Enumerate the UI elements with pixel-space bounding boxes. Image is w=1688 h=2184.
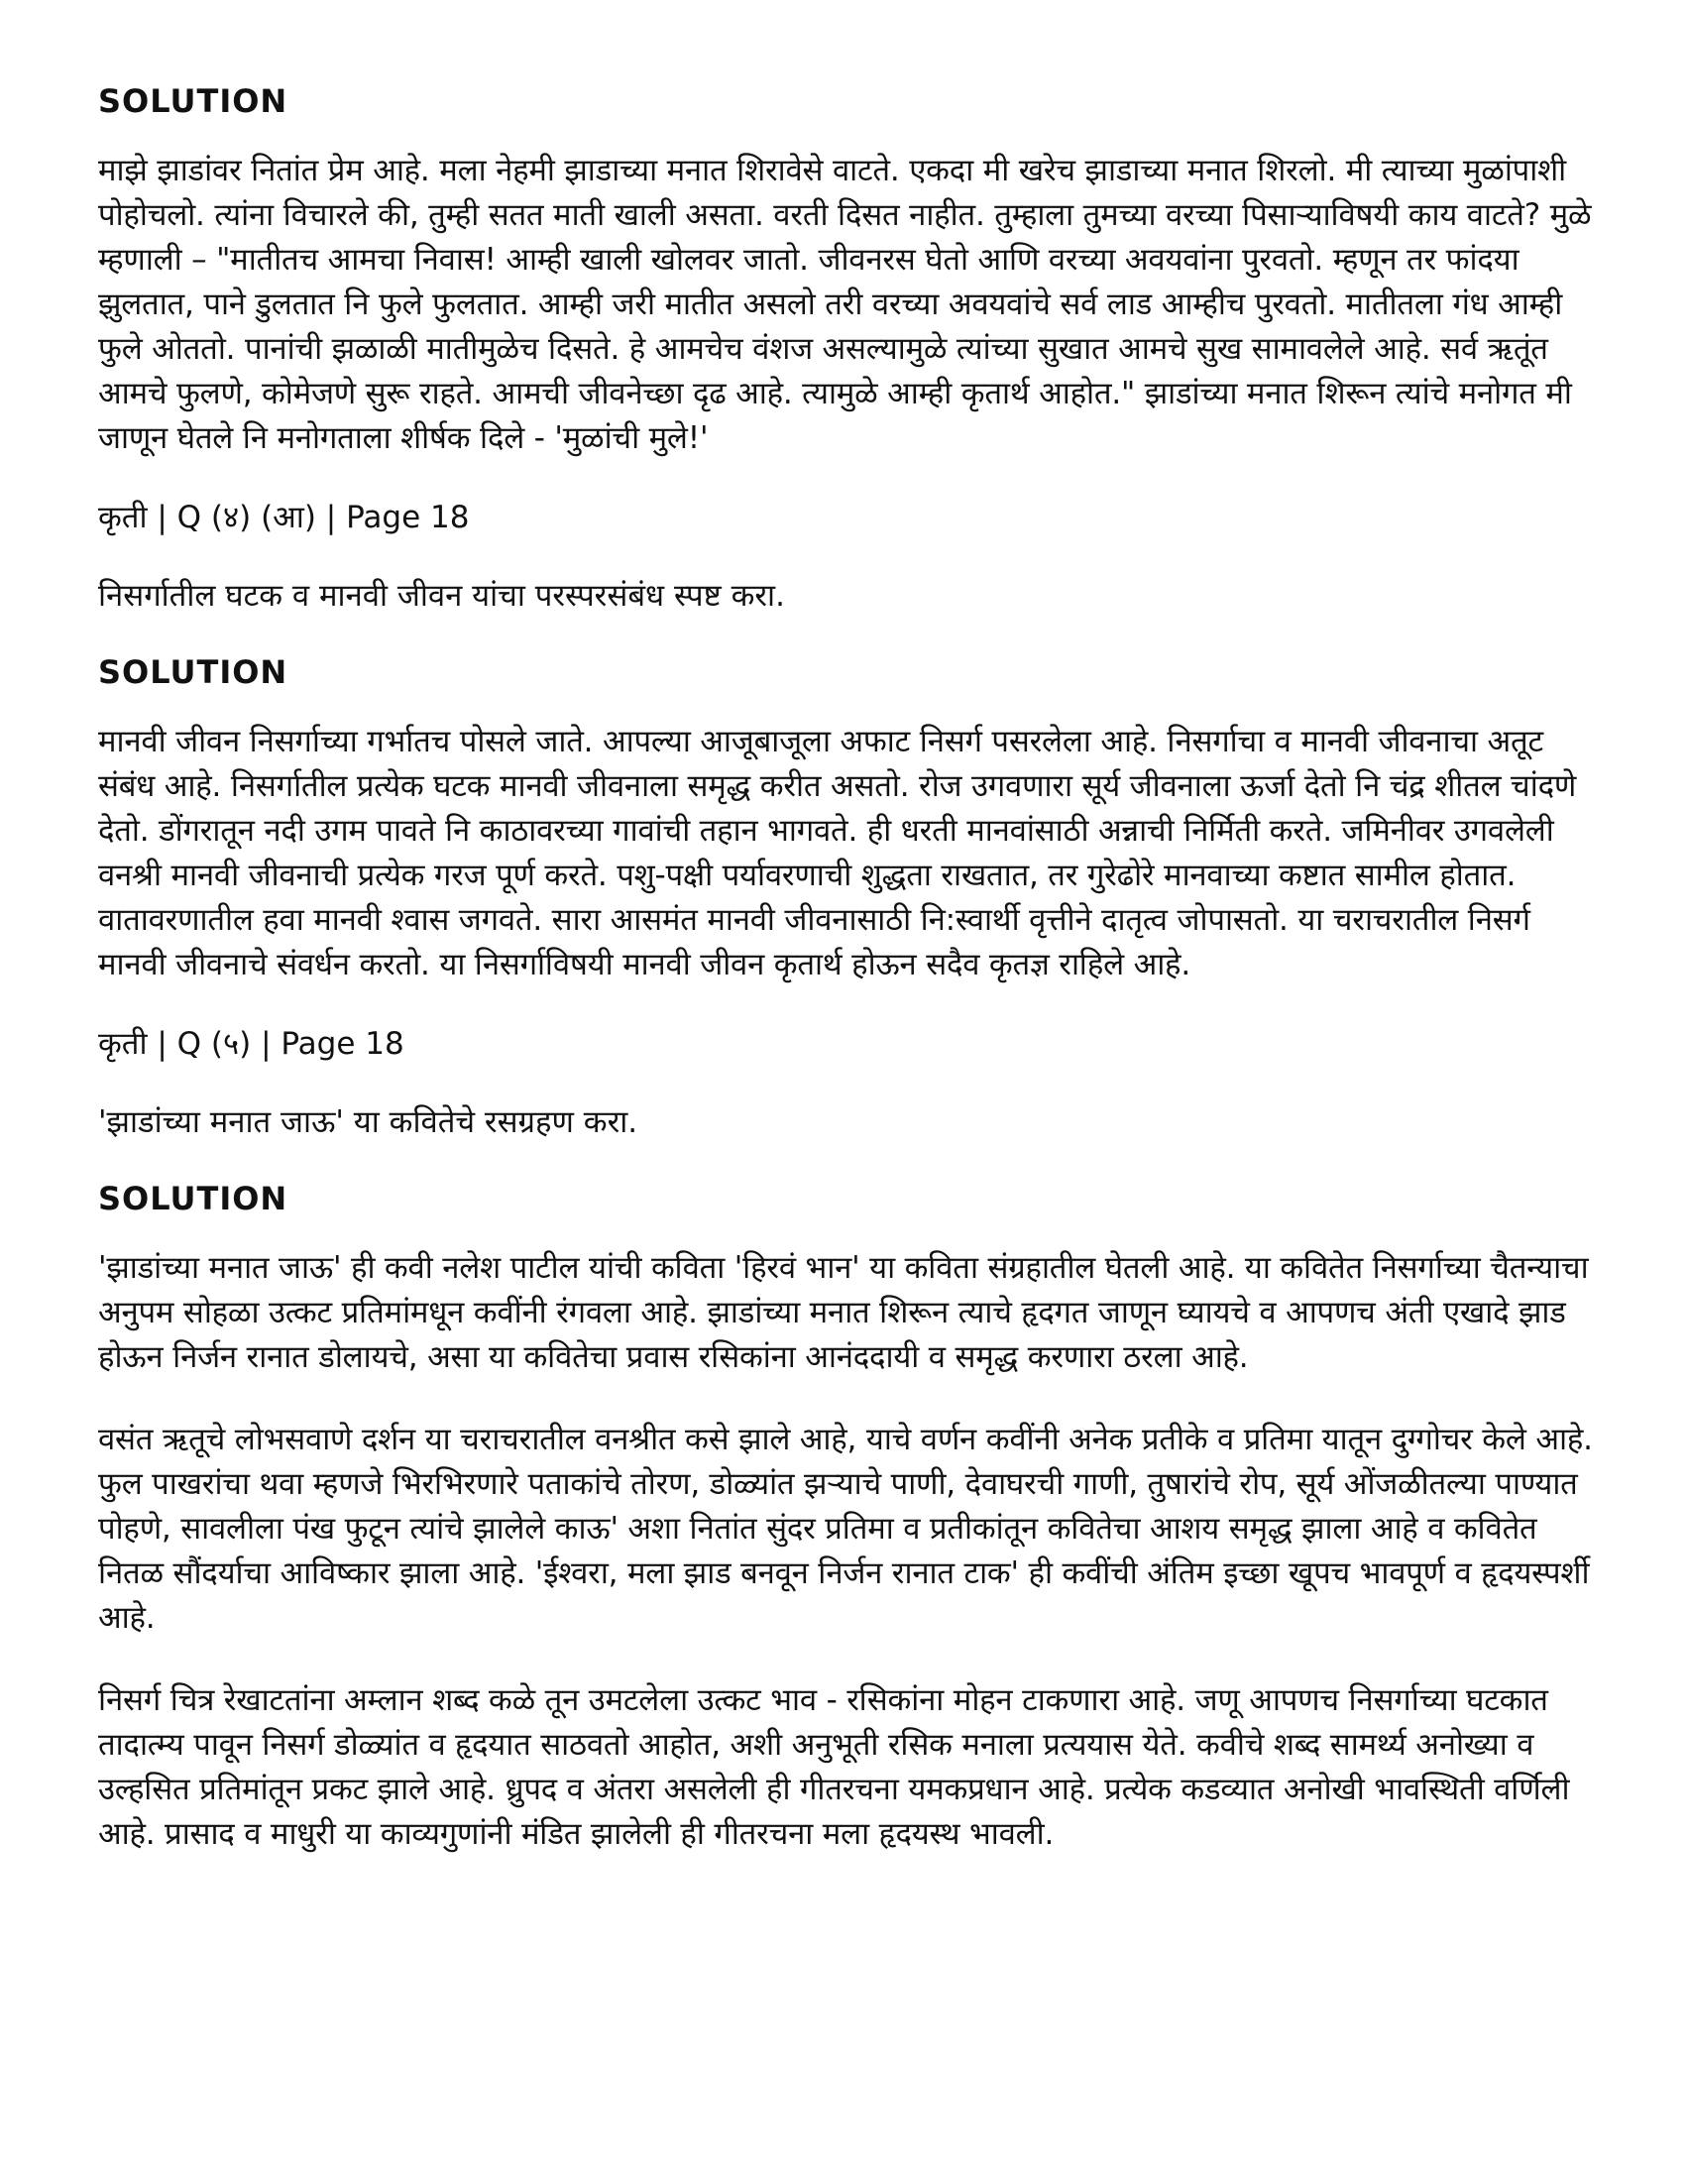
question-reference: कृती | Q (४) (आ) | Page 18 — [98, 500, 470, 535]
solution-paragraph: मानवी जीवन निसर्गाच्या गर्भातच पोसले जाते. आपल्या आजूबाजूला अफाट निसर्ग पसरलेला आहे. निसर्गाचा व मानवी जीवनाचा अतूट संबंध आहे. निसर्गातील प्रत्येक घटक मानवी जीवनाला समृद्ध करीत असतो. रोज उगवणारा सूर्य जीवनाला ऊर्जा देतो नि चंद्र शीतल चांदणे देतो. डोंगरातून नदी उगम पावते नि काठावरच्या गावांची तहान भागवते. ही धरती मानवांसाठी अन्नाची निर्मिती करते. जमिनीवर उगवलेली वनश्री मानवी जीवनाची प्रत्येक गरज पूर्ण करते. पशु-पक्षी पर्यावरणाची शुद्धता राखतात, तर गुरेढोरे मानवाच्या कष्टात सामील होतात. वातावरणातील हवा मानवी श्वास जगवते. सारा आसमंत मानवी जीवनासाठी नि:स्वार्थी वृत्तीने दातृत्व जोपासतो. या चराचरातील निसर्ग मानवी जीवनाचे संवर्धन करतो. या निसर्गाविषयी मानवी जीवन कृतार्थ होऊन सदैव कृतज्ञ राहिले आहे. — [98, 724, 1577, 982]
solution-paragraph: वसंत ऋतूचे लोभसवाणे दर्शन या चराचरातील वनश्रीत कसे झाले आहे, याचे वर्णन कवींनी अनेक प्रतीके व प्रतिमा यातून दुग्गोचर केले आहे. फुल पाखरांचा थवा म्हणजे भिरभिरणारे पताकांचे तोरण, डोळ्यांत झऱ्याचे पाणी, देवाघरची गाणी, तुषारांचे रोप, सूर्य ओंजळीतल्या पाण्यात पोहणे, सावलीला पंख फुटून त्यांचे झालेले काऊ' अशा नितांत सुंदर प्रतिमा व प्रतीकांतून कवितेचा आशय समृद्ध झाला आहे व कवितेत नितळ सौंदर्याचा आविष्कार झाला आहे. 'ईश्वरा, मला झाड बनवून निर्जन रानात टाक' ही कवींची अंतिम इच्छा खूपच भावपूर्ण व हृदयस्पर्शी आहे. — [98, 1422, 1593, 1636]
solution-paragraph: माझे झाडांवर नितांत प्रेम आहे. मला नेहमी झाडाच्या मनात शिरावेसे वाटते. एकदा मी खरेच झाडाच्या मनात शिरलो. मी त्याच्या मुळांपाशी पोहोचलो. त्यांना विचारले की, तुम्ही सतत माती खाली असता. वरती दिसत नाहीत. तुम्हाला तुमच्या वरच्या पिसाऱ्याविषयी काय वाटते? मुळे म्हणाली – "मातीतच आमचा निवास! आम्ही खाली खोलवर जातो. जीवनरस घेतो आणि वरच्या अवयवांना पुरवतो. म्हणून तर फांदया झुलतात, पाने डुलतात नि फुले फुलतात. आम्ही जरी मातीत असलो तरी वरच्या अवयवांचे सर्व लाड आम्हीच पुरवतो. मातीतला गंध आम्ही फुले ओततो. पानांची झळाळी मातीमुळेच दिसते. हे आमचेच वंशज असल्यामुळे त्यांच्या सुखात आमचे सुख सामावलेले आहे. सर्व ऋतूंत आमचे फुलणे, कोमेजणे सुरू राहते. आमची जीवनेच्छा दृढ आहे. त्यामुळे आम्ही कृतार्थ आहोत." झाडांच्या मनात शिरून त्यांचे मनोगत मी जाणून घेतले नि मनोगताला शीर्षक दिले - 'मुळांची मुले!' — [98, 153, 1592, 456]
solution-heading: SOLUTION — [98, 653, 288, 691]
document-page — [98, 81, 1605, 1857]
solution-paragraph: निसर्ग चित्र रेखाटतांना अम्लान शब्द कळे तून उमटलेला उत्कट भाव - रसिकांना मोहन टाकणारा आहे. जणू आपणच निसर्गाच्या घटकात तादात्म्य पावून निसर्ग डोळ्यांत व हृदयात साठवतो आहोत, अशी अनुभूती रसिक मनाला प्रत्ययास येते. कवीचे शब्द सामर्थ्य अनोख्या व उल्हसित प्रतिमांतून प्रकट झाले आहे. ध्रुपद व अंतरा असलेली ही गीतरचना यमकप्रधान आहे. प्रत्येक कडव्यात अनोखी भावस्थिती वर्णिली आहे. प्रासाद व माधुरी या काव्यगुणांनी मंडित झालेली ही गीतरचना मला हृदयस्थ भावली. — [98, 1682, 1570, 1852]
solution-heading: SOLUTION — [98, 1180, 288, 1217]
question-reference: कृती | Q (५) | Page 18 — [98, 1026, 404, 1062]
solution-heading: SOLUTION — [98, 82, 288, 120]
solution-paragraph: 'झाडांच्या मनात जाऊ' ही कवी नलेश पाटील यांची कविता 'हिरवं भान' या कविता संग्रहातील घेतली आहे. या कवितेत निसर्गाच्या चैतन्याचा अनुपम सोहळा उत्कट प्रतिमांमधून कवींनी रंगवला आहे. झाडांच्या मनात शिरून त्याचे हृदगत जाणून घ्यायचे व आपणच अंती एखादे झाड होऊन निर्जन रानात डोलायचे, असा या कवितेचा प्रवास रसिकांना आनंददायी व समृद्ध करणारा ठरला आहे. — [98, 1250, 1589, 1375]
question-text: निसर्गातील घटक व मानवी जीवन यांचा परस्परसंबंध स्पष्ट करा. — [98, 578, 785, 614]
question-text: 'झाडांच्या मनात जाऊ' या कवितेचे रसग्रहण करा. — [98, 1104, 638, 1140]
